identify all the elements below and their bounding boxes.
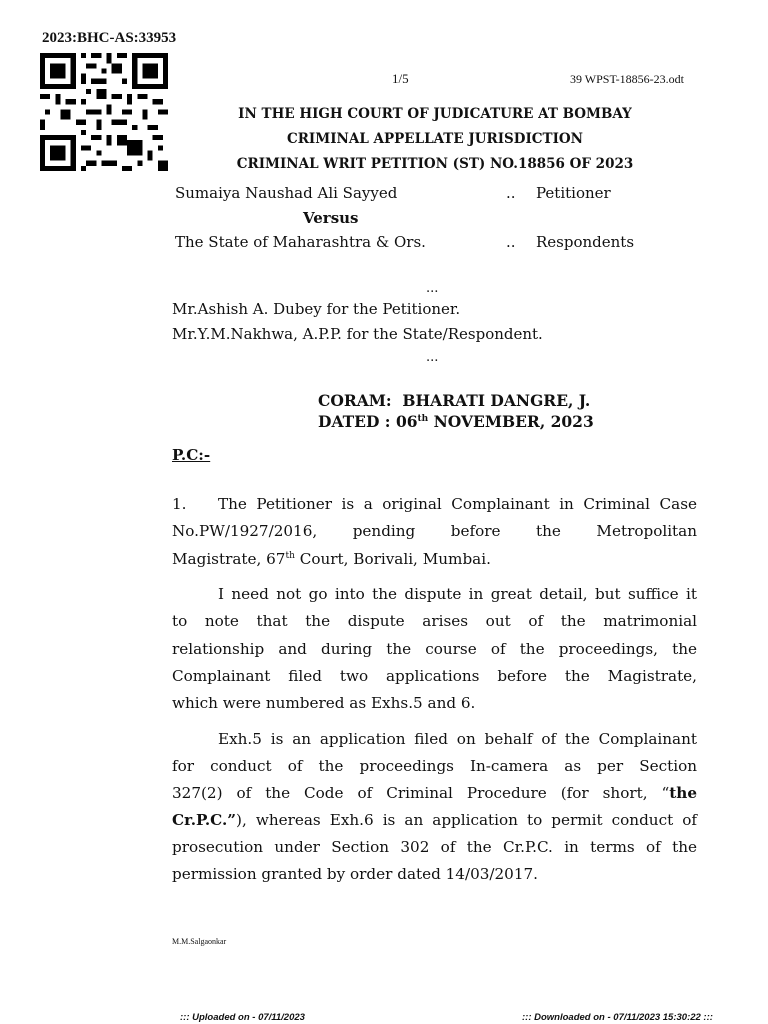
paragraph-number: 1.	[172, 495, 187, 513]
paragraph-line: relationship and during the course of the proceedings, the	[172, 640, 697, 658]
order-day: 06	[395, 412, 418, 431]
case-number: CRIMINAL WRIT PETITION (ST) NO.18856 OF 2023	[236, 156, 634, 172]
separator-dots: ...	[426, 281, 439, 296]
paragraph-line: permission granted by order dated 14/03/2017.	[172, 865, 538, 883]
dated-line	[318, 412, 594, 431]
paragraph-line: Exh.5 is an application filed on behalf of the Complainant	[218, 730, 697, 748]
day-suffix: th	[417, 413, 429, 424]
pc-heading: P.C:-	[172, 446, 211, 464]
respondent-name: The State of Maharashtra & Ors.	[175, 233, 426, 251]
respondent-role: Respondents	[536, 233, 635, 251]
paragraph-line: Complainant filed two applications before the Magistrate,	[172, 667, 697, 685]
paragraph-line: which were numbered as Exhs.5 and 6.	[172, 694, 476, 712]
court-name: IN THE HIGH COURT OF JUDICATURE AT BOMBAY	[238, 106, 632, 122]
paragraph-line: The Petitioner is a original Complainant in Criminal Case	[218, 495, 697, 513]
judge-name: BHARATI DANGRE, J.	[402, 391, 591, 410]
respondent-counsel: Mr.Y.M.Nakhwa, A.P.P. for the State/Respondent.	[172, 325, 543, 343]
paragraph-line: Magistrate, 67th Court, Borivali, Mumbai.	[172, 550, 491, 568]
uploaded-stamp: ::: Uploaded on - 07/11/2023	[180, 1012, 305, 1023]
petitioner-separator: ..	[506, 184, 516, 202]
respondent-separator: ..	[506, 233, 516, 251]
dated-label: DATED :	[318, 412, 391, 431]
petitioner-role: Petitioner	[536, 184, 611, 202]
paragraph-line: to note that the dispute arises out of the matrimonial	[172, 612, 697, 630]
paragraph-line: No.PW/1927/2016, pending before the Metropolitan	[172, 522, 697, 540]
separator-dots: ...	[426, 350, 439, 365]
neutral-citation: 2023:BHC-AS:33953	[42, 30, 177, 46]
petitioner-name: Sumaiya Naushad Ali Sayyed	[175, 184, 398, 202]
paragraph-line: prosecution under Section 302 of the Cr.P.C. in terms of the	[172, 838, 697, 856]
file-reference: 39 WPST-18856-23.odt	[570, 72, 685, 86]
stenographer-initials: M.M.Salgaonkar	[172, 937, 227, 946]
paragraph-line: for conduct of the proceedings In-camera as per Section	[172, 757, 697, 775]
qr-code-icon	[40, 53, 168, 171]
coram-label: CORAM:	[318, 391, 392, 410]
paragraph-line: 327(2) of the Code of Criminal Procedure (for short, “the	[172, 784, 697, 802]
jurisdiction: CRIMINAL APPELLATE JURISDICTION	[286, 131, 584, 147]
downloaded-stamp: ::: Downloaded on - 07/11/2023 15:30:22 :::	[522, 1012, 713, 1023]
petitioner-counsel: Mr.Ashish A. Dubey for the Petitioner.	[172, 300, 461, 318]
versus-label: Versus	[303, 209, 359, 227]
coram-line	[318, 391, 590, 410]
paragraph-line: I need not go into the dispute in great detail, but suffice it	[218, 585, 697, 603]
page-number: 1/5	[392, 71, 409, 86]
order-month-year: NOVEMBER, 2023	[433, 412, 594, 431]
paragraph-line: Cr.P.C.”), whereas Exh.6 is an application to permit conduct of	[172, 811, 697, 829]
